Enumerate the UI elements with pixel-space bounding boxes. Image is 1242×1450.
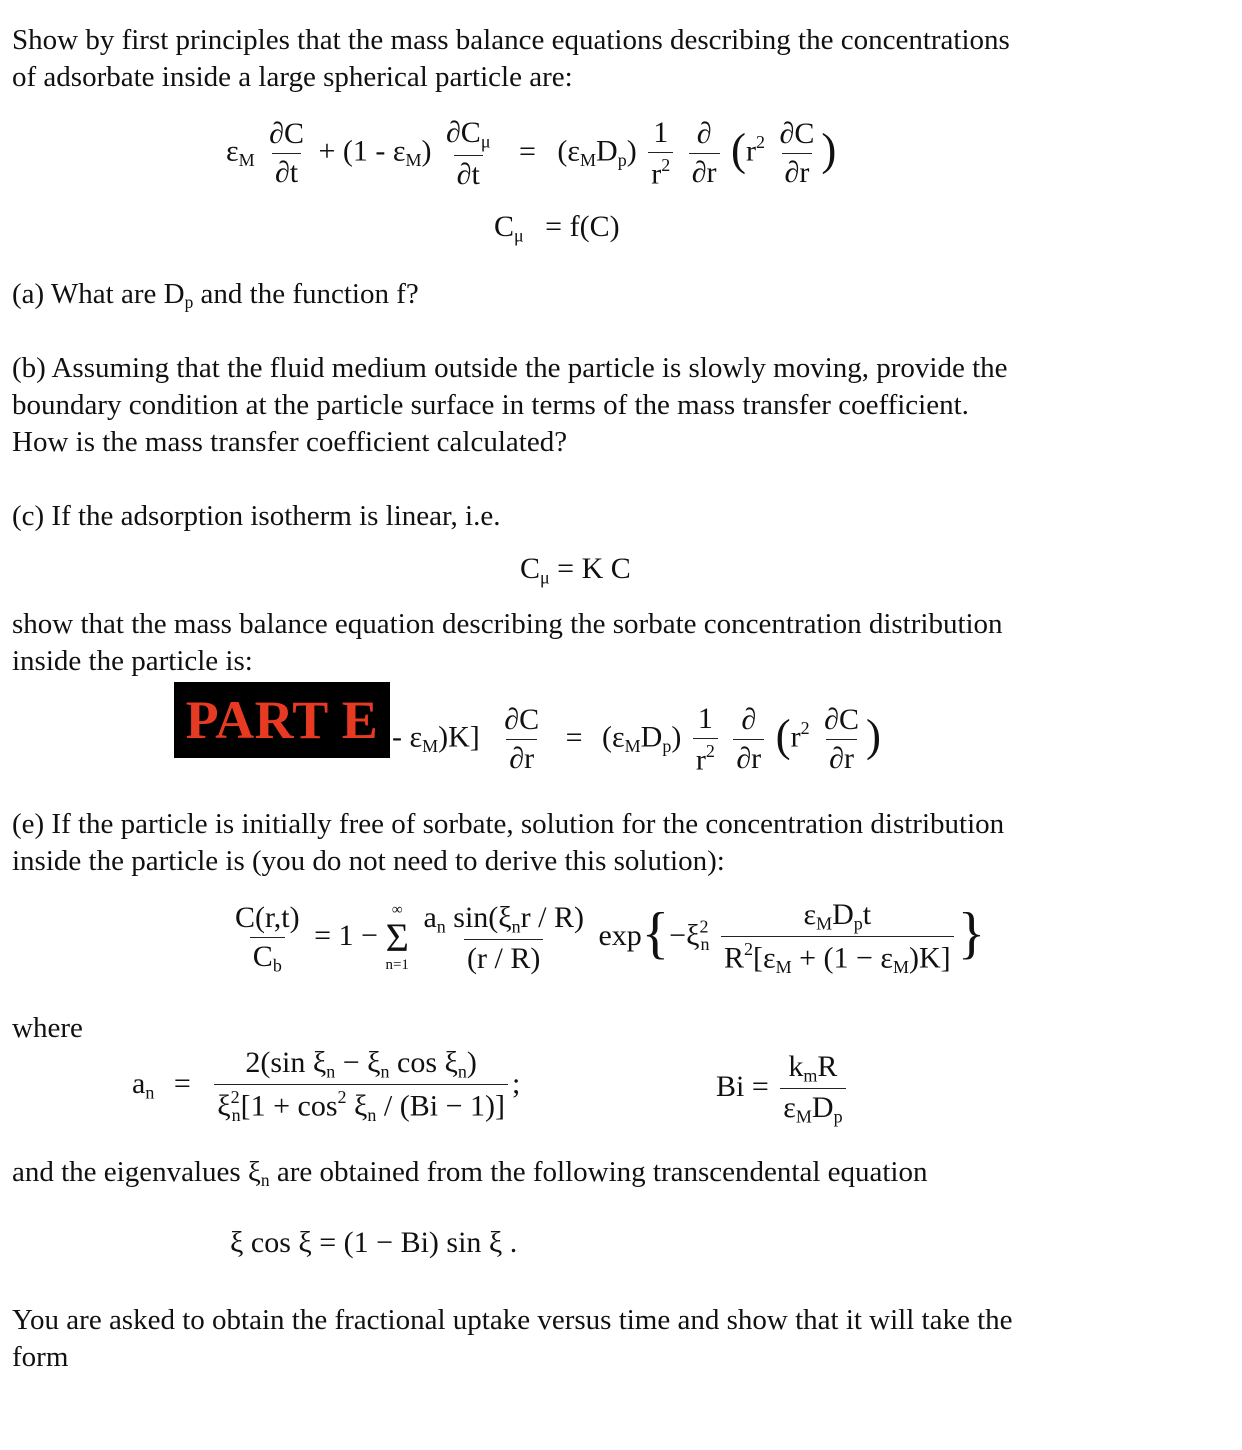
- denominator: ∂r: [782, 153, 813, 190]
- part-b-line-1: (b) Assuming that the fluid medium outside the particle is slowly moving, provide the: [12, 352, 1008, 384]
- plus-term: + (1 - ε: [318, 134, 406, 168]
- left-brace: {: [641, 901, 670, 965]
- r-inner: r: [790, 720, 801, 754]
- sub-n: n: [457, 1061, 467, 1082]
- denominator: ∂r: [506, 739, 537, 776]
- rest: = f(C): [545, 210, 620, 243]
- rhs-d: D: [640, 720, 663, 754]
- intro-line-1: Show by first principles that the mass balance equations describing the concentrations: [12, 24, 1010, 56]
- one-minus: = 1 −: [314, 919, 378, 953]
- eps: ε: [803, 898, 817, 931]
- sub-p: p: [662, 736, 672, 757]
- k: k: [788, 1050, 804, 1083]
- dC-dr-fraction-lhs: [501, 703, 542, 776]
- a: a: [132, 1067, 146, 1101]
- sub-m: m: [803, 1065, 818, 1086]
- series-term-fraction: [420, 901, 587, 976]
- sup-2: 2: [661, 155, 671, 175]
- show-line-1: show that the mass balance equation describing the sorbate concentration distribution: [12, 608, 1003, 640]
- sup-2: 2: [743, 939, 753, 960]
- c: C: [494, 210, 515, 243]
- dCmu-dt-fraction: [443, 116, 494, 191]
- denominator: ∂r: [733, 739, 764, 776]
- den-end: / (Bi − 1)]: [376, 1089, 505, 1123]
- end-part: )K]: [909, 941, 951, 975]
- a: a: [423, 900, 437, 934]
- sub-m: M: [580, 150, 597, 171]
- an-coefficient-equation: [132, 1046, 520, 1126]
- dC-dr-fraction: [777, 117, 818, 190]
- sub-n: n: [511, 915, 521, 936]
- numerator: [785, 1050, 840, 1088]
- part-a-question: [12, 276, 419, 321]
- numerator: ∂: [696, 117, 712, 151]
- equals-sign: =: [518, 134, 536, 168]
- eigen-end: are obtained from the following transcendental equation: [269, 1156, 928, 1188]
- sum-upper: ∞: [391, 902, 403, 919]
- dC-dr-fraction: [821, 703, 862, 776]
- transcendental-equation: ξ cos ξ = (1 − Bi) sin ξ .: [230, 1226, 518, 1259]
- den-mid: ξ: [346, 1089, 368, 1123]
- sub-n: n: [700, 934, 710, 955]
- final-line-2: form: [12, 1341, 69, 1373]
- part-b-line-3: How is the mass transfer coefficient calculated?: [12, 426, 568, 458]
- denominator: ∂t: [272, 153, 301, 190]
- sub-n: n: [260, 1170, 270, 1191]
- numerator: ∂C: [504, 703, 540, 737]
- numerator: C(r,t): [235, 900, 300, 934]
- r: r: [695, 743, 706, 777]
- sub-n: n: [380, 1061, 390, 1082]
- sub-n: n: [436, 915, 446, 936]
- left-paren: (: [731, 124, 747, 175]
- d-dr-fraction: [689, 117, 720, 190]
- isotherm-function-equation: [494, 210, 620, 246]
- numerator: [801, 898, 875, 936]
- sup-2: 2: [337, 1087, 347, 1108]
- numerator: 1: [697, 702, 713, 735]
- numerator: [242, 1046, 480, 1084]
- neg-xi: −ξ: [669, 919, 700, 953]
- numerator: ∂C: [779, 117, 815, 151]
- equals-sign: =: [565, 720, 583, 754]
- xi: ξ: [217, 1089, 231, 1123]
- plus-part: + (1 − ε: [791, 941, 894, 975]
- bi-fraction: [780, 1050, 845, 1128]
- num-mid: − ξ: [335, 1046, 381, 1079]
- numerator: 1: [653, 116, 669, 149]
- denominator: [780, 1088, 845, 1127]
- r: R: [817, 1050, 838, 1083]
- where-label: where: [12, 1012, 83, 1044]
- sup-2: 2: [230, 1087, 240, 1108]
- part-e-question: [12, 806, 1004, 880]
- d: D: [811, 1091, 834, 1125]
- rest: = K C: [549, 552, 631, 585]
- c: C: [520, 552, 541, 585]
- r-inner: r: [746, 134, 757, 168]
- r: r: [651, 157, 662, 191]
- linear-isotherm-equation: [520, 552, 631, 588]
- dC-dt-fraction: [266, 117, 307, 190]
- denominator: [250, 937, 285, 976]
- semicolon: ;: [511, 1067, 521, 1101]
- num-start: 2(sin ξ: [245, 1046, 327, 1079]
- right-paren: ): [865, 710, 881, 761]
- sub-b: b: [272, 954, 282, 975]
- dcmu: ∂C: [445, 116, 481, 150]
- den-rest: [1 + cos: [240, 1089, 338, 1123]
- eps: ε: [783, 1091, 796, 1125]
- part-e-redaction-label: [174, 682, 390, 758]
- final-paragraph: [12, 1302, 1013, 1376]
- denominator: ∂r: [689, 153, 720, 190]
- sub-m: M: [775, 957, 792, 978]
- sub-p: p: [617, 150, 627, 171]
- sub-n: n: [367, 1105, 377, 1126]
- rhs-close: ): [671, 720, 682, 754]
- part-e-line-1: (e) If the particle is initially free of sorbate, solution for the concentration distribution: [12, 808, 1005, 840]
- sum-symbol: Σ: [385, 915, 409, 961]
- numerator: ∂C: [824, 703, 859, 737]
- sub-m: M: [816, 913, 833, 934]
- show-line-2: inside the particle is:: [12, 645, 253, 677]
- c-over-cb-fraction: [232, 901, 303, 976]
- eigenvalue-text: [12, 1154, 928, 1199]
- exp-label: exp: [598, 919, 642, 953]
- numerator: [420, 901, 587, 939]
- sub-mu: μ: [480, 131, 491, 152]
- an-fraction: [214, 1046, 508, 1126]
- sub-mu: μ: [514, 225, 524, 246]
- equals-sign: =: [173, 1067, 191, 1101]
- bi-label: Bi =: [716, 1069, 769, 1103]
- right-paren: ): [821, 124, 837, 175]
- sup-2: 2: [705, 741, 715, 761]
- tail: r / R): [520, 900, 584, 934]
- numerator: ∂C: [269, 117, 304, 151]
- visible-start: - ε: [392, 720, 423, 754]
- one-over-r2: [648, 116, 673, 192]
- t: t: [862, 898, 872, 931]
- numerator: ∂: [741, 703, 757, 737]
- mass-balance-equation: [226, 116, 836, 192]
- rhs-eps: (ε: [602, 720, 625, 754]
- d-dr-fraction: [733, 703, 764, 776]
- summation: [385, 903, 408, 973]
- rhs-eps: (ε: [557, 134, 580, 168]
- denominator: (r / R): [464, 939, 543, 976]
- one-over-r2: [693, 702, 718, 778]
- sup-2: 2: [800, 718, 810, 739]
- denominator: [214, 1084, 508, 1126]
- part-c-question: (c) If the adsorption isotherm is linear, i.e.: [12, 500, 501, 532]
- r: R: [723, 941, 744, 975]
- intro-paragraph: [12, 22, 1010, 96]
- num-end: ): [466, 1046, 477, 1079]
- show-text-paragraph: [12, 606, 1003, 680]
- sub-m: M: [422, 736, 439, 757]
- close-paren: ): [421, 134, 432, 168]
- linear-mass-balance-equation: [392, 702, 881, 778]
- left-paren: (: [775, 710, 791, 761]
- denominator: [648, 152, 673, 192]
- denominator: ∂t: [454, 155, 483, 192]
- part-b-line-2: boundary condition at the particle surface in terms of the mass transfer coefficient.: [12, 389, 969, 421]
- sub-p: p: [853, 913, 863, 934]
- eigen-start: and the eigenvalues ξ: [12, 1156, 261, 1188]
- d: D: [832, 898, 854, 931]
- final-line-1: You are asked to obtain the fractional uptake versus time and show that it will take the: [12, 1304, 1013, 1336]
- sub-m: M: [624, 736, 641, 757]
- sup-2: 2: [699, 916, 709, 937]
- denominator: [721, 936, 954, 978]
- eps-part: [ε: [752, 941, 776, 975]
- num-cos: cos ξ: [389, 1046, 458, 1079]
- k-part: )K]: [438, 720, 480, 754]
- part-e-line-2: inside the particle is (you do not need to derive this solution):: [12, 845, 725, 877]
- part-b-question: [12, 350, 1008, 461]
- sub-m: M: [795, 1106, 812, 1127]
- sub-n: n: [145, 1082, 155, 1103]
- sum-lower: n=1: [385, 957, 409, 974]
- part-a-text: (a) What are D: [12, 278, 185, 310]
- sub-p: p: [833, 1106, 843, 1127]
- exponent-fraction: [721, 898, 954, 978]
- sub-m: M: [893, 957, 910, 978]
- rhs-d: D: [596, 134, 618, 168]
- rhs-close: ): [626, 134, 637, 168]
- part-a-end: and the function f?: [193, 278, 419, 310]
- eps-symbol: ε: [226, 134, 239, 168]
- c: C: [252, 939, 273, 973]
- numerator: [443, 116, 494, 154]
- sub-n: n: [326, 1061, 336, 1082]
- biot-number-equation: [716, 1050, 850, 1128]
- redaction-text: PART E: [185, 690, 379, 750]
- sub-n: n: [231, 1105, 241, 1126]
- sub-mu: μ: [540, 567, 550, 588]
- intro-line-2: of adsorbate inside a large spherical particle are:: [12, 61, 573, 93]
- solution-equation: [228, 898, 985, 978]
- denominator: ∂r: [826, 739, 857, 776]
- sub-m: M: [405, 150, 422, 171]
- sup-2: 2: [756, 132, 766, 153]
- sin-part: sin(ξ: [445, 900, 512, 934]
- sub-p: p: [184, 292, 194, 313]
- denominator: [693, 738, 718, 778]
- right-brace: }: [957, 901, 986, 965]
- sub-m: M: [238, 150, 255, 171]
